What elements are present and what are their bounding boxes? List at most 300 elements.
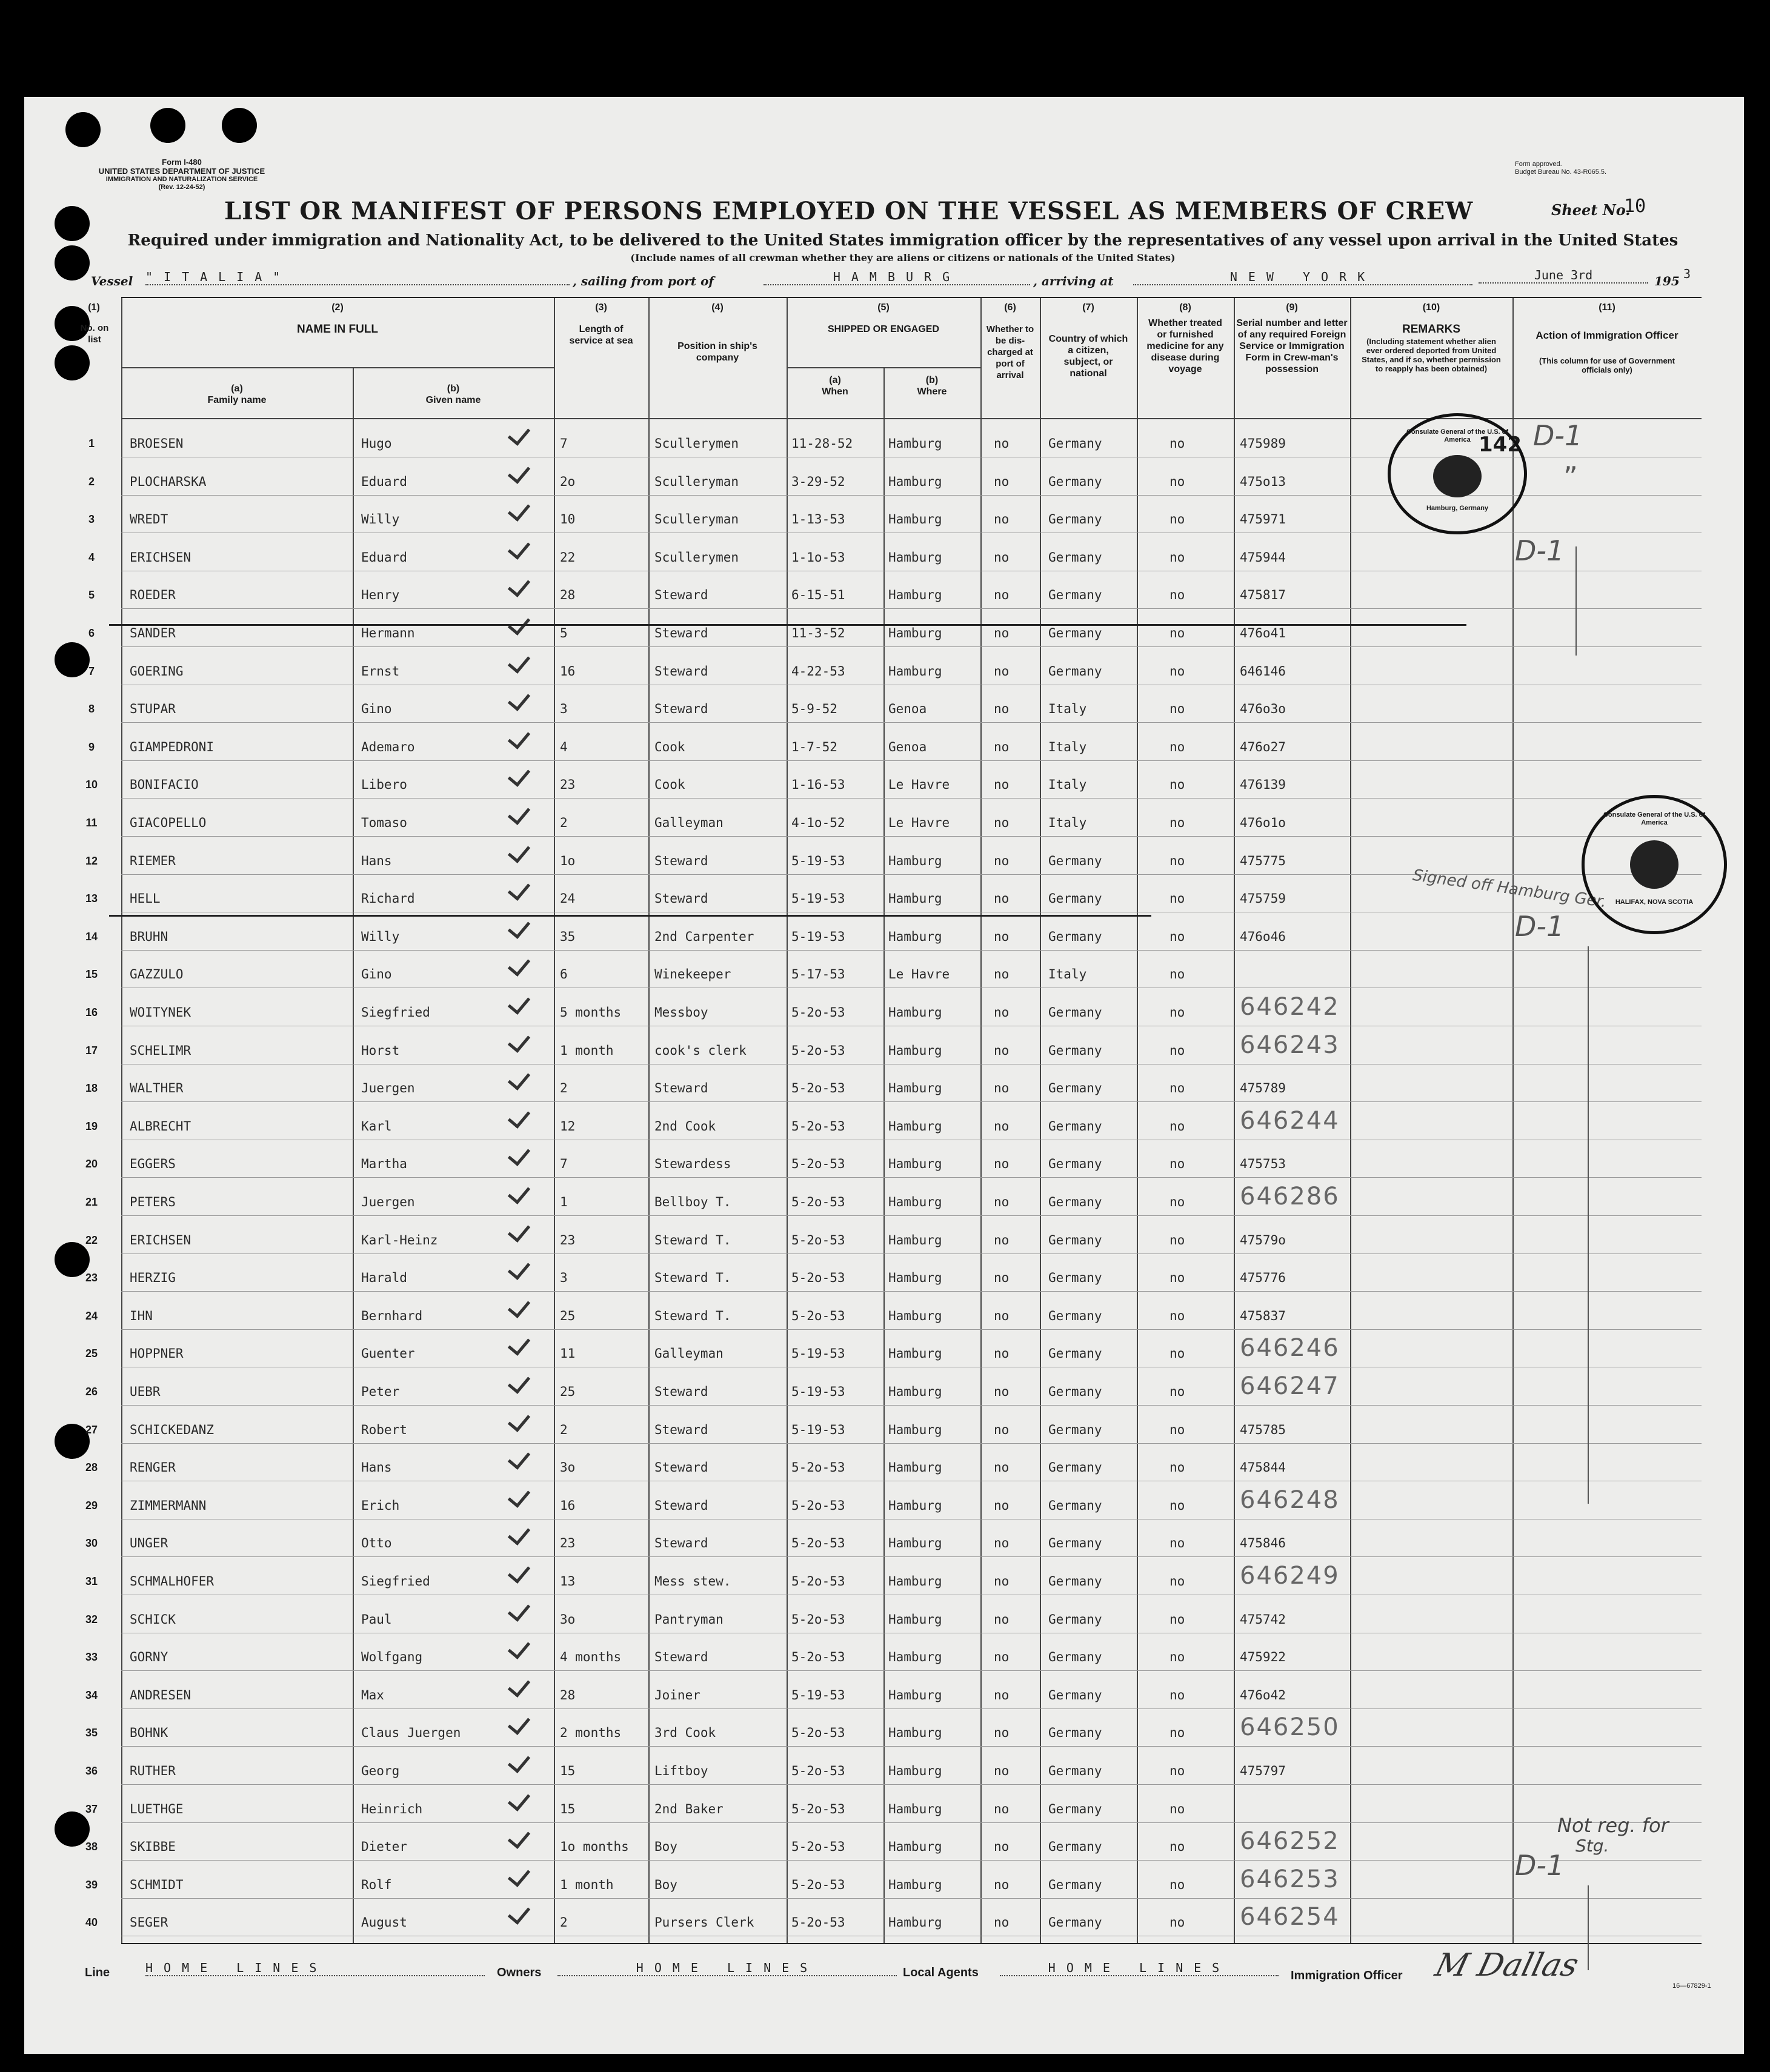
family-name: BROESEN — [130, 436, 184, 451]
page-title: LIST OR MANIFEST OF PERSONS EMPLOYED ON THE VESSEL AS MEMBERS OF CREW — [224, 197, 1474, 225]
treated: no — [1169, 1157, 1185, 1172]
position: Sculleryman — [654, 512, 739, 527]
checkmark-icon — [508, 536, 530, 560]
ditto-line — [1575, 546, 1577, 656]
country: Germany — [1048, 1081, 1102, 1096]
table-row — [85, 1329, 1702, 1367]
line-number: 18 — [85, 1082, 98, 1095]
service-length: 1o — [560, 853, 576, 868]
country: Germany — [1048, 1877, 1102, 1892]
col5-header: SHIPPED OR ENGAGED — [827, 324, 940, 334]
service-length: 25 — [560, 1384, 576, 1399]
serial-number: 646249 — [1240, 1562, 1340, 1590]
shipped-where: Hamburg — [888, 1574, 942, 1589]
given-name: Hermann — [361, 626, 415, 640]
country: Italy — [1048, 739, 1087, 754]
country: Germany — [1048, 1384, 1102, 1399]
serial-number: 476o42 — [1240, 1687, 1286, 1702]
checkmark-icon — [508, 1257, 530, 1280]
shipped-when: 1-16-53 — [791, 777, 845, 792]
line-number: 10 — [85, 779, 98, 791]
country: Germany — [1048, 1157, 1102, 1172]
given-name: Eduard — [361, 550, 407, 565]
shipped-when: 5-2o-53 — [791, 1764, 845, 1778]
family-name: RENGER — [130, 1460, 176, 1475]
country: Germany — [1048, 512, 1102, 527]
family-name: GIACOPELLO — [130, 815, 207, 830]
shipped-where: Hamburg — [888, 474, 942, 489]
family-name: ANDRESEN — [130, 1687, 191, 1702]
discharged: no — [994, 1195, 1010, 1209]
subheader-rule — [787, 367, 980, 368]
serial-number: 476o46 — [1240, 929, 1286, 944]
owners-value: HOME LINES — [557, 1961, 897, 1976]
shipped-where: Hamburg — [888, 626, 942, 640]
line-number: 25 — [85, 1347, 98, 1360]
shipped-when: 4-1o-52 — [791, 815, 845, 830]
checkmark-icon — [508, 574, 530, 598]
country: Italy — [1048, 815, 1087, 830]
position: Steward — [654, 702, 708, 717]
family-name: SCHICKEDANZ — [130, 1422, 215, 1437]
family-name: SCHMALHOFER — [130, 1574, 215, 1589]
country: Germany — [1048, 1574, 1102, 1589]
family-name: ALBRECHT — [130, 1118, 191, 1134]
table-row — [85, 1140, 1702, 1178]
treated: no — [1169, 1498, 1185, 1513]
treated: no — [1169, 891, 1185, 906]
given-name: Ernst — [361, 663, 400, 679]
service-length: 25 — [560, 1308, 576, 1323]
punch-hole — [222, 108, 257, 143]
treated: no — [1169, 1232, 1185, 1247]
table-row — [85, 1785, 1702, 1823]
position: Sculleryman — [654, 474, 739, 489]
shipped-where: Hamburg — [888, 1460, 942, 1475]
serial-number: 646286 — [1240, 1183, 1340, 1210]
given-name: Hans — [361, 1460, 392, 1475]
country: Germany — [1048, 1232, 1102, 1247]
position: 3rd Cook — [654, 1725, 716, 1741]
shipped-when: 5-2o-53 — [791, 1574, 845, 1589]
agents-value: HOME LINES — [1000, 1961, 1279, 1976]
table-row — [85, 1519, 1702, 1557]
requirement-statement: Required under immigration and Nationality Act, to be delivered to the United States immigration officer by the representatives of any vessel upon arrival in the United States — [127, 231, 1679, 250]
family-name: RUTHER — [130, 1764, 176, 1778]
serial-number: 475797 — [1240, 1764, 1286, 1778]
treated: no — [1169, 512, 1185, 527]
treated: no — [1169, 1650, 1185, 1665]
table-row — [85, 1595, 1702, 1633]
shipped-when: 5-2o-53 — [791, 1232, 845, 1247]
shipped-when: 5-2o-53 — [791, 1801, 845, 1816]
table-row — [85, 799, 1702, 837]
col1-header: No. on list — [80, 323, 109, 345]
service-length: 3 — [560, 1270, 568, 1286]
service-length: 7 — [560, 1157, 568, 1172]
discharged: no — [994, 474, 1010, 489]
shipped-where: Hamburg — [888, 1118, 942, 1134]
approved-line: Form approved. — [1515, 161, 1562, 168]
shipped-where: Hamburg — [888, 1043, 942, 1058]
shipped-when: 5-2o-53 — [791, 1877, 845, 1892]
punch-hole — [55, 345, 90, 380]
given-name: Peter — [361, 1384, 400, 1399]
treated: no — [1169, 436, 1185, 451]
discharged: no — [994, 739, 1010, 754]
shipped-when: 5-2o-53 — [791, 1915, 845, 1930]
treated: no — [1169, 702, 1185, 717]
table-row — [85, 1026, 1702, 1064]
service-length: 16 — [560, 663, 576, 679]
position: Steward — [654, 1650, 708, 1665]
service-length: 28 — [560, 1687, 576, 1702]
checkmark-icon — [508, 1788, 530, 1811]
signed-off-note: Signed off Hamburg Ger. — [1411, 866, 1608, 912]
shipped-where: Hamburg — [888, 1536, 942, 1551]
given-name: Richard — [361, 891, 415, 906]
table-row — [85, 1557, 1702, 1595]
table-row — [85, 1822, 1702, 1861]
service-length: 28 — [560, 588, 576, 603]
shipped-where: Hamburg — [888, 929, 942, 944]
table-row — [85, 1671, 1702, 1709]
country: Germany — [1048, 1915, 1102, 1930]
checkmark-icon — [508, 1560, 530, 1584]
checkmark-icon — [508, 915, 530, 939]
discharged: no — [994, 1915, 1010, 1930]
country: Germany — [1048, 891, 1102, 906]
discharged: no — [994, 815, 1010, 830]
treated: no — [1169, 1612, 1185, 1627]
service-length: 2 — [560, 1915, 568, 1930]
treated: no — [1169, 1839, 1185, 1855]
checkmark-icon — [508, 1105, 530, 1129]
subheader-rule — [121, 367, 554, 368]
family-name: ERICHSEN — [130, 1232, 191, 1247]
approval-block — [1515, 161, 1721, 176]
table-row — [85, 988, 1702, 1026]
shipped-where: Hamburg — [888, 1839, 942, 1855]
line-number: 30 — [85, 1537, 98, 1550]
punch-hole — [65, 112, 101, 147]
treated: no — [1169, 1877, 1185, 1892]
col8-number: (8) — [1179, 302, 1191, 313]
shipped-when: 5-19-53 — [791, 853, 845, 868]
treated: no — [1169, 588, 1185, 603]
discharged: no — [994, 550, 1010, 565]
year-prefix: 195 — [1654, 274, 1680, 288]
treated: no — [1169, 1270, 1185, 1286]
treated: no — [1169, 815, 1185, 830]
family-name: WOITYNEK — [130, 1005, 191, 1020]
line-number: 39 — [85, 1878, 98, 1891]
serial-number: 475971 — [1240, 512, 1286, 527]
country: Germany — [1048, 1195, 1102, 1209]
position: Steward — [654, 663, 708, 679]
serial-number: 475922 — [1240, 1650, 1286, 1665]
arrival-port: NEW YORK — [1133, 270, 1472, 285]
position: Scullerymen — [654, 550, 739, 565]
checkmark-icon — [508, 1864, 530, 1887]
treated: no — [1169, 929, 1185, 944]
checkmark-icon — [508, 650, 530, 674]
given-name: Max — [361, 1687, 384, 1702]
shipped-where: Le Havre — [888, 777, 950, 792]
treated: no — [1169, 1195, 1185, 1209]
given-name: Martha — [361, 1157, 407, 1172]
country: Germany — [1048, 1005, 1102, 1020]
family-name: SCHELIMR — [130, 1043, 191, 1058]
discharged: no — [994, 1877, 1010, 1892]
family-name: EGGERS — [130, 1157, 176, 1172]
vessel-name: "ITALIA" — [145, 270, 570, 285]
serial-number: 646242 — [1240, 993, 1340, 1021]
position: Steward T. — [654, 1232, 731, 1247]
country: Germany — [1048, 1498, 1102, 1513]
stamp-city: HALIFAX, NOVA SCOTIA — [1615, 898, 1694, 906]
discharged: no — [994, 702, 1010, 717]
checkmark-icon — [508, 764, 530, 788]
service-length: 7 — [560, 436, 568, 451]
action-ditto: ” — [1563, 460, 1578, 493]
col2b-header: (b) Given name — [425, 384, 481, 405]
shipped-when: 5-2o-53 — [791, 1270, 845, 1286]
shipped-where: Genoa — [888, 702, 927, 717]
serial-number: 646246 — [1240, 1334, 1340, 1363]
treated: no — [1169, 626, 1185, 640]
service-length: 15 — [560, 1764, 576, 1778]
col10-number: (10) — [1422, 302, 1440, 313]
strikethrough-line — [109, 915, 1151, 917]
discharged: no — [994, 1536, 1010, 1551]
col11-note: (This column for use of Government officials only) — [1539, 356, 1675, 374]
shipped-where: Hamburg — [888, 1650, 942, 1665]
shipped-where: Hamburg — [888, 436, 942, 451]
discharged: no — [994, 626, 1010, 640]
shipped-when: 5-19-53 — [791, 1422, 845, 1437]
country: Germany — [1048, 436, 1102, 451]
crew-table — [80, 297, 1706, 1944]
family-name: PETERS — [130, 1195, 176, 1209]
eagle-seal-icon — [1630, 840, 1679, 889]
shipped-when: 5-2o-53 — [791, 1498, 845, 1513]
line-number: 34 — [85, 1688, 98, 1701]
serial-number: 475837 — [1240, 1308, 1286, 1323]
shipped-when: 6-15-51 — [791, 588, 845, 603]
given-name: Gino — [361, 702, 392, 717]
shipped-where: Hamburg — [888, 1801, 942, 1816]
shipped-where: Le Havre — [888, 815, 950, 830]
service-length: 3 — [560, 702, 568, 717]
given-name: Eduard — [361, 474, 407, 489]
country: Italy — [1048, 967, 1087, 982]
discharged: no — [994, 1687, 1010, 1702]
line-number: 15 — [85, 968, 98, 981]
shipped-where: Hamburg — [888, 1346, 942, 1361]
strikethrough-line — [109, 624, 1466, 626]
position: Steward — [654, 1384, 708, 1399]
discharged: no — [994, 1081, 1010, 1096]
service-length: 2 — [560, 815, 568, 830]
serial-number: 475o13 — [1240, 474, 1286, 489]
country: Germany — [1048, 626, 1102, 640]
service-length: 1 month — [560, 1043, 614, 1058]
discharged: no — [994, 1498, 1010, 1513]
checkmark-icon — [508, 1181, 530, 1204]
shipped-when: 5-2o-53 — [791, 1460, 845, 1475]
line-number: 5 — [88, 589, 95, 602]
shipped-where: Hamburg — [888, 1195, 942, 1209]
line-number: 28 — [85, 1461, 98, 1474]
position: Steward — [654, 588, 708, 603]
checkmark-icon — [508, 954, 530, 977]
shipped-when: 5-2o-53 — [791, 1005, 845, 1020]
position: Steward — [654, 853, 708, 868]
action-d3: D-1 — [1515, 910, 1565, 943]
table-row — [88, 533, 1702, 571]
service-length: 12 — [560, 1118, 576, 1134]
family-name: RIEMER — [130, 853, 176, 868]
checkmark-icon — [508, 1446, 530, 1470]
table-row — [85, 1708, 1702, 1747]
family-name: SEGER — [130, 1915, 168, 1930]
service-length: 23 — [560, 1232, 576, 1247]
country: Italy — [1048, 777, 1087, 792]
family-name: LUETHGE — [130, 1801, 184, 1816]
shipped-where: Hamburg — [888, 588, 942, 603]
not-reg-note: Not reg. for — [1557, 1814, 1669, 1837]
shipped-where: Hamburg — [888, 1232, 942, 1247]
family-name: BONIFACIO — [130, 777, 199, 792]
service-name: IMMIGRATION AND NATURALIZATION SERVICE — [105, 176, 258, 183]
table-row — [85, 1481, 1702, 1519]
serial-number: 475785 — [1240, 1422, 1286, 1437]
checkmark-icon — [508, 840, 530, 863]
given-name: Erich — [361, 1498, 400, 1513]
officer-label: Immigration Officer — [1291, 1969, 1403, 1982]
shipped-where: Hamburg — [888, 1877, 942, 1892]
col4-number: (4) — [711, 302, 724, 313]
position: Messboy — [654, 1005, 708, 1020]
treated: no — [1169, 1460, 1185, 1475]
col6-header: Whether to be dis-charged at port of arrival — [986, 324, 1034, 380]
position: Steward — [654, 1460, 708, 1475]
position: Steward T. — [654, 1308, 731, 1323]
shipped-where: Hamburg — [888, 1081, 942, 1096]
position: Scullerymen — [654, 436, 739, 451]
shipped-when: 5-2o-53 — [791, 1195, 845, 1209]
country: Germany — [1048, 853, 1102, 868]
sailing-port: HAMBURG — [764, 270, 1030, 285]
serial-number: 475846 — [1240, 1536, 1286, 1551]
table-row — [85, 1253, 1702, 1292]
arrival-date: June 3rd — [1479, 268, 1648, 284]
shipped-where: Hamburg — [888, 512, 942, 527]
table-row — [88, 647, 1702, 685]
position: 2nd Cook — [654, 1118, 716, 1134]
family-name: SANDER — [130, 626, 176, 640]
checkmark-icon — [508, 1598, 530, 1622]
shipped-when: 11-28-52 — [791, 436, 853, 451]
shipped-where: Hamburg — [888, 1498, 942, 1513]
shipped-where: Hamburg — [888, 853, 942, 868]
shipped-when: 5-2o-53 — [791, 1118, 845, 1134]
given-name: August — [361, 1915, 407, 1930]
shipped-where: Hamburg — [888, 891, 942, 906]
discharged: no — [994, 1118, 1010, 1134]
service-length: 1 — [560, 1195, 568, 1209]
col5a-header: (a) When — [822, 375, 848, 397]
country: Germany — [1048, 929, 1102, 944]
discharged: no — [994, 1270, 1010, 1286]
serial-number: 646243 — [1240, 1031, 1340, 1059]
service-length: 2o — [560, 474, 576, 489]
service-length: 6 — [560, 967, 568, 982]
table-row — [85, 950, 1702, 988]
agents-label: Local Agents — [903, 1966, 979, 1979]
col5b-header: (b) Where — [917, 375, 947, 397]
table-row — [88, 609, 1702, 647]
discharged: no — [994, 777, 1010, 792]
col3-number: (3) — [595, 302, 607, 313]
table-row — [85, 1292, 1702, 1330]
service-length: 13 — [560, 1574, 576, 1589]
shipped-where: Hamburg — [888, 663, 942, 679]
position: Steward — [654, 626, 708, 640]
given-name: Siegfried — [361, 1005, 430, 1020]
family-name: ROEDER — [130, 588, 176, 603]
given-name: Karl — [361, 1118, 392, 1134]
given-name: Claus Juergen — [361, 1725, 461, 1741]
position: Steward — [654, 891, 708, 906]
given-name: Tomaso — [361, 815, 407, 830]
sailing-label: , sailing from port of — [573, 274, 714, 288]
serial-number: 476o1o — [1240, 815, 1286, 830]
table-row — [85, 1102, 1702, 1140]
line-number: 40 — [85, 1916, 98, 1929]
given-name: Rolf — [361, 1877, 392, 1892]
given-name: Georg — [361, 1764, 400, 1778]
checkmark-icon — [508, 802, 530, 825]
checkmark-icon — [508, 1712, 530, 1736]
position: Pursers Clerk — [654, 1915, 754, 1930]
shipped-when: 3-29-52 — [791, 474, 845, 489]
line-number: 13 — [85, 892, 98, 905]
shipped-when: 5-2o-53 — [791, 1308, 845, 1323]
line-number: 21 — [85, 1196, 98, 1208]
position: 2nd Baker — [654, 1801, 724, 1816]
serial-number: 646250 — [1240, 1713, 1340, 1742]
shipped-where: Hamburg — [888, 1308, 942, 1323]
treated: no — [1169, 1915, 1185, 1930]
col10-header: REMARKS — [1402, 323, 1461, 336]
checkmark-icon — [508, 1067, 530, 1091]
service-length: 3o — [560, 1460, 576, 1475]
stamp-text: Consulate General of the U.S. of America — [1603, 811, 1706, 826]
position: Cook — [654, 739, 685, 754]
col11-number: (11) — [1599, 302, 1615, 313]
include-note: (Include names of all crewman whether they are aliens or citizens or nationals of the United States) — [630, 252, 1176, 264]
position: Boy — [654, 1839, 677, 1855]
form-number: Form I-480 — [162, 158, 202, 167]
discharged: no — [994, 1839, 1010, 1855]
service-length: 23 — [560, 1536, 576, 1551]
shipped-when: 1-1o-53 — [791, 550, 845, 565]
discharged: no — [994, 1232, 1010, 1247]
service-length: 5 — [560, 626, 568, 640]
shipped-where: Hamburg — [888, 1270, 942, 1286]
